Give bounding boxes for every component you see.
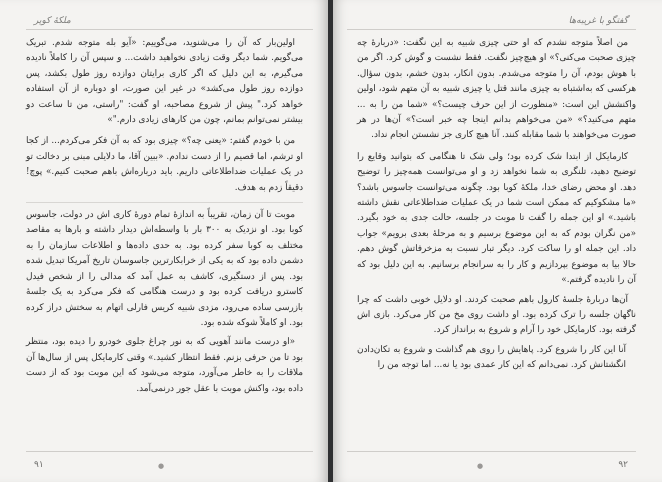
right-page-number: ۹۲ [618,460,628,470]
left-footer-dot: ● [158,462,165,470]
left-page [0,0,328,482]
left-paragraph-4: «او درست مانند آهویی که به نور چراغ جلوی خودرو را دیده بود، منتظر بود تا من حرفی بزنم. فقط انتظار کشید.» وقتی کارمایکل پس از سال‌ها آن ملاقات را به خاطر می‌آورد، متوجه می‌شود که این موبت بود که از دست داده بود، واکنش موبت با عقل جور درنمی‌آمد. [26,337,303,394]
right-paragraph-1: من اصلاً متوجه نشدم که او حتی چیزی شبیه به این نگفت: «دربارهٔ چه چیزی صحبت می‌کنی؟» او هیچ‌چیز نگفت. فقط نشست و گوش کرد. اگر من با هوش بودم، آن را متوجه می‌شدم. بدون انکار، بدون خشم، بدون سؤال. هرکسی که به‌اشتباه به چیزی مانند قتل یا چیزی شبیه به آن متهم شود، اولین واکنشش این است: «منظورت از این حرف چیست؟» «شما من را به ... متهم می‌کنید؟» «من می‌خواهم بدانم اینجا چه خبر است؟» آن‌ها در هر صورت می‌خواهند با شما مقابله کنند. آنا هیچ کاری جز نشستن انجام نداد. [357,38,636,141]
right-header-rule [347,29,636,30]
right-footer-rule [347,451,636,452]
left-page-number: ۹۱ [34,460,44,470]
left-paragraph-3: موبت تا آن زمان، تقریباً به اندازهٔ تمام دورهٔ کاری اش در دولت، جاسوس کوبا بود. او نزدیک به ۳۰۰ بار با واسطه‌اش دیدار داشته و بارها به مقاصد مختلف به کوبا سفر کرده بود. به حدی داده‌ها و اطلاعات سازمان را به دشمن داده بود که به یکی از خرابکارترین جاسوسان تاریخ آمریکا تبدیل شده بود. پس از دستگیری، کاشف به عمل آمد که مدالی را از شخص فیدل کاسترو دریافت کرده بود و درست هنگامی که فکر می‌کرد به یک جلسهٔ بازرسی ساده می‌رود، مزدی شبیه کریس فارلی اتهام به سختش دراز کرده بود. او کاملاً شوکه شده بود. [26,202,303,331]
right-page [333,0,662,482]
left-header-rule [26,29,313,30]
left-footer-rule [26,451,313,452]
right-paragraph-3: آن‌ها دربارهٔ جلسهٔ کارول باهم صحبت کردند. او دلایل خوبی داشت که چرا ناگهان جلسه را ترک کرده بود. او داشت روی مخ من کار می‌کرد. بازی اش گرفته بود. کارمایکل خود را آرام و شروع به برانداز کرد. [357,294,636,336]
left-paragraph-2: من با خودم گفتم: «یعنی چه؟» چیزی بود که به آن فکر می‌کردم... از کجا او ترشم، اما قصیم را از دست ندادم. «ببین آقا، ما دلایلی مبنی بر دخالت تو در یک عملیات ضداطلاعاتی داریم. باید درباره‌اش باهم صحبت کنیم.» پوچ! دقیقاً زدم به هدف. [26,136,303,193]
right-page-body [357,36,636,378]
right-paragraph-4: آنا این کار را شروع کرد. پاهایش را روی هم گذاشت و شروع به تکان‌دادن انگشتانش کرد. نمی‌دانم که این کار عمدی بود یا نه... اما توجه من را [357,344,626,371]
left-running-head: ملکهٔ کویر [34,16,71,26]
right-footer-dot: ● [477,462,484,470]
left-page-body [26,36,303,401]
right-paragraph-2: کارمایکل از ابتدا شک کرده بود؛ ولی شک تا هنگامی که بتوانید وقایع را توضیح دهید، تلنگری به شما نخواهد زد و او می‌توانست همه‌چیز را توضیح دهد. او محض رضای خدا، ملکهٔ کوبا بود. چگونه می‌توانست جاسوس باشد؟ «ما مشکوکیم که ممکن است شما در یک عملیات ضداطلاعاتی نقش داشته باشید.» او این جمله را گفت تا موبت در جلسه، حالت جدی به خود بگیرد. «من نگران بودم که به این موضوع برسیم و به مرحلهٔ بعدی برویم» جواب داد. این جمله او را ساکت کرد. دیگر تبار نسبت به مزخرفاتش گوش دهم. حالا بیا به موضوع بپردازیم و کار را به سرانجام برسانیم. به این دلیل بود که آن را نادیده گرفتم.» [357,151,636,286]
left-paragraph-1: اولین‌بار که آن را می‌شنوید، می‌گوییم: «آیو بله متوجه شدم. تبریک می‌گویم. شما دیگر وقت زیادی نخواهید داشت... و سپس آن را کاملاً نادیده می‌گیرم، به این دلیل که اگر کاری برایتان دوازده روز طول بکشد، پس دوازده روز طول می‌کشد» در غیر این صورت، او دوباره از آن استفاده خواهد کرد." پیش از شروع مصاحبه، او گفت: "راستی، من تا ساعت دو بیشتر نمی‌توانم بمانم، چون من کارهای زیادی دارم."» [26,38,303,126]
right-running-head: گفتگو با غریبه‌ها [568,16,628,26]
